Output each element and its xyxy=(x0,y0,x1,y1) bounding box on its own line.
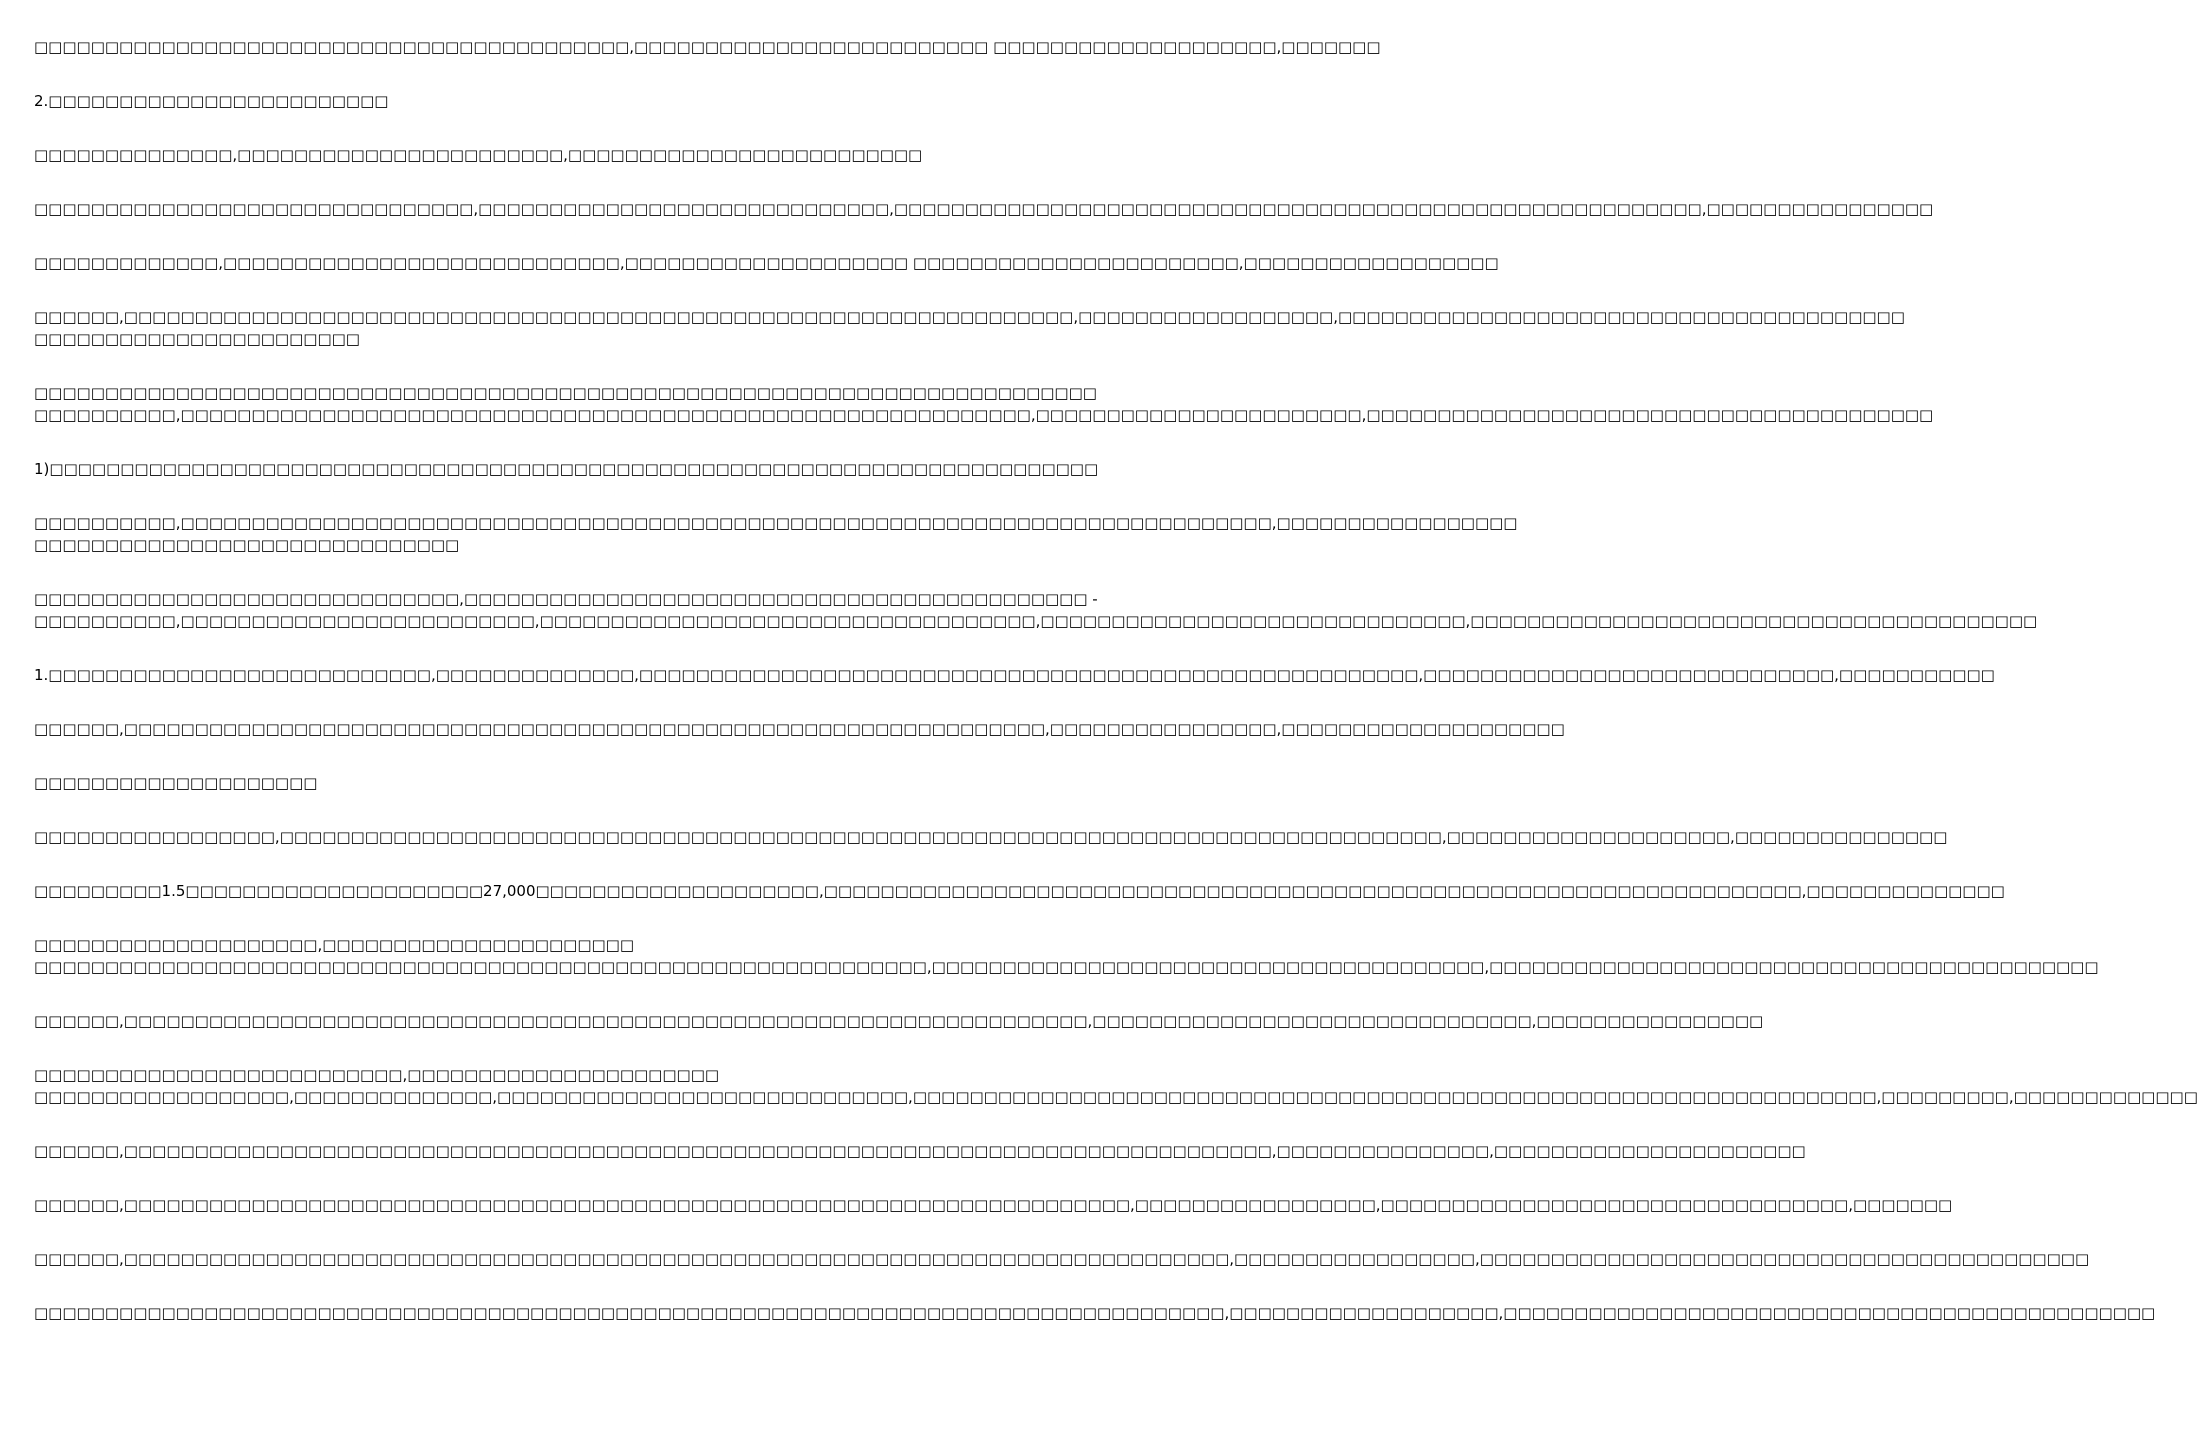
text-line: □□□□□□□□□□□□□□□□□□□□□□□ xyxy=(34,330,360,348)
text-line: □□□□□□□□□□□□□□□□□□□□ xyxy=(34,774,318,792)
paragraph xyxy=(34,1302,2156,1324)
text-line: □□□□□□□□□1.5□□□□□□□□□□□□□□□□□□□□□27,000□□□□□□□□□□□□□□□□□□□□,□□□□□□□□□□□□□□□□□□□□□□□□□□□□□□□□□□□□□□□□□□□□□□□□□□□□□□□□□□□□□□□□□□□□□,□□□□□□□□□□□□□□ xyxy=(34,882,2005,900)
text-line: □□□□□□□□□□□□□□□□□□□□□□□□□□□□□□ xyxy=(34,536,460,554)
paragraph xyxy=(34,1064,2198,1108)
text-line: □□□□□□□□□□□□□□□□□□□□□□□□□□□□□□□□□□□□□□□□□□□□□□□□□□□□□□□□□□□□□□□□□□□□□□□□□□□ xyxy=(34,384,1097,402)
text-line: □□□□□□□□□□□□□□□□□□□□□□□□□□□□□□□,□□□□□□□□□□□□□□□□□□□□□□□□□□□□□,□□□□□□□□□□□□□□□□□□□□□□□□□□□□□□□□□□□□□□□□□□□□□□□□□□□□□□□□□,□□□□□□□□□□□□□□□□ xyxy=(34,200,1934,218)
text-line: □□□□□□,□□□□□□□□□□□□□□□□□□□□□□□□□□□□□□□□□□□□□□□□□□□□□□□□□□□□□□□□□□□□□□□□□□□□□□□,□□□□□□□□□□□□□□□□□,□□□□□□□□□□□□□□□□□□□□□□□□□□□□□□□□□,□□□□□□□ xyxy=(34,1196,1953,1214)
text-line: □□□□□□□□□□,□□□□□□□□□□□□□□□□□□□□□□□□□,□□□□□□□□□□□□□□□□□□□□□□□□□□□□□□□□□□□,□□□□□□□□□□□□□□□□□□□□□□□□□□□□□□,□□□□□□□□□□□□□□□□□□□□□□□□□□□□□□□□□□□□□□□□ xyxy=(34,612,2038,630)
paragraph xyxy=(34,1194,1953,1216)
text-line: □□□□□□□□□□□□□□□□□□□□□□□□□□,□□□□□□□□□□□□□□□□□□□□□□ xyxy=(34,1066,720,1084)
text-line: □□□□□□□□□□□□□□,□□□□□□□□□□□□□□□□□□□□□□□,□□□□□□□□□□□□□□□□□□□□□□□□□ xyxy=(34,146,923,164)
text-line: □□□□□□,□□□□□□□□□□□□□□□□□□□□□□□□□□□□□□□□□□□□□□□□□□□□□□□□□□□□□□□□□□□□□□□□□,□□□□□□□□□□□□□□□□,□□□□□□□□□□□□□□□□□□□□ xyxy=(34,720,1565,738)
text-line: □□□□□□□□□□,□□□□□□□□□□□□□□□□□□□□□□□□□□□□□□□□□□□□□□□□□□□□□□□□□□□□□□□□□□□□,□□□□□□□□□□□□□□□□□□□□□□□,□□□□□□□□□□□□□□□□□□□□□□□□□□□□□□□□□□□□□□□□ xyxy=(34,406,1934,424)
text-line: □□□□□□□□□□,□□□□□□□□□□□□□□□□□□□□□□□□□□□□□□□□□□□□□□□□□□□□□□□□□□□□□□□□□□□□□□□□□□□□□□□□□□□□□,□□□□□□□□□□□□□□□□□ xyxy=(34,514,1518,532)
text-line: □□□□□□,□□□□□□□□□□□□□□□□□□□□□□□□□□□□□□□□□□□□□□□□□□□□□□□□□□□□□□□□□□□□□□□□□□□□□□□□□□□□□□,□□□□□□□□□□□□□□□□□,□□□□□□□□□□□□□□□□□□□□□□□□□□□□□□□□□□□□□□□□□□□ xyxy=(34,1250,2090,1268)
document-body xyxy=(34,36,2198,1324)
paragraph xyxy=(34,252,1499,274)
text-line: 1)□□□□□□□□□□□□□□□□□□□□□□□□□□□□□□□□□□□□□□□□□□□□□□□□□□□□□□□□□□□□□□□□□□□□□□□□□□ xyxy=(34,460,1099,478)
text-line: □□□□□□□□□□□□□□□□□□□□□□□□□□□□□□□□□□□□□□□□□□,□□□□□□□□□□□□□□□□□□□□□□□□□ □□□□□□□□□□□□□□□□□□□□,□□□□□□□ xyxy=(34,38,1381,56)
text-line: □□□□□□,□□□□□□□□□□□□□□□□□□□□□□□□□□□□□□□□□□□□□□□□□□□□□□□□□□□□□□□□□□□□□□□□□□□□,□□□□□□□□□□□□□□□□□□□□□□□□□□□□□□□,□□□□□□□□□□□□□□□□ xyxy=(34,1012,1764,1030)
paragraph xyxy=(34,382,1934,426)
text-line: 1.□□□□□□□□□□□□□□□□□□□□□□□□□□□,□□□□□□□□□□□□□□,□□□□□□□□□□□□□□□□□□□□□□□□□□□□□□□□□□□□□□□□□□□□□□□□□□□□□□□,□□□□□□□□□□□□□□□□□□□□□□□□□□□□□,□□□□□□□□□□□ xyxy=(34,666,1995,684)
text-line: □□□□□□□□□□□□□□□□□,□□□□□□□□□□□□□□□□□□□□□□□□□□□□□□□□□□□□□□□□□□□□□□□□□□□□□□□□□□□□□□□□□□□□□□□□□□□□□□□□□□,□□□□□□□□□□□□□□□□□□□□,□□□□□□□□□□□□□□□ xyxy=(34,828,1948,846)
text-line: □□□□□□□□□□□□□□□□□□□□□□□□□□□□□□,□□□□□□□□□□□□□□□□□□□□□□□□□□□□□□□□□□□□□□□□□□□□ - xyxy=(34,590,1098,608)
paragraph xyxy=(34,306,1905,350)
paragraph xyxy=(34,772,990,794)
paragraph xyxy=(34,458,1099,480)
paragraph xyxy=(34,718,1565,740)
text-line: □□□□□□,□□□□□□□□□□□□□□□□□□□□□□□□□□□□□□□□□□□□□□□□□□□□□□□□□□□□□□□□□□□□□□□□□□□,□□□□□□□□□□□□□□□□□□,□□□□□□□□□□□□□□□□□□□□□□□□□□□□□□□□□□□□□□□□ xyxy=(34,308,1905,326)
paragraph xyxy=(34,880,2005,902)
paragraph xyxy=(34,512,1518,556)
text-line: □□□□□□□□□□□□□□□□□□□□□□□□□□□□□□□□□□□□□□□□□□□□□□□□□□□□□□□□□□□□□□□,□□□□□□□□□□□□□□□□□□□□□□□□□□□□□□□□□□□□□□□,□□□□□□□□□□□□□□□□□□□□□□□□□□□□□□□□□□□□□□□□□□□ xyxy=(34,958,2099,976)
paragraph xyxy=(34,1248,2090,1270)
paragraph xyxy=(34,588,2038,632)
text-line: □□□□□□,□□□□□□□□□□□□□□□□□□□□□□□□□□□□□□□□□□□□□□□□□□□□□□□□□□□□□□□□□□□□□□□□□□□□□□□□□□□□□□□□□,□□□□□□□□□□□□□□□,□□□□□□□□□□□□□□□□□□□□□□ xyxy=(34,1142,1806,1160)
paragraph xyxy=(34,1010,1764,1032)
paragraph xyxy=(34,198,1934,220)
paragraph xyxy=(34,36,1381,58)
paragraph xyxy=(34,90,990,112)
text-line: □□□□□□□□□□□□□,□□□□□□□□□□□□□□□□□□□□□□□□□□□□,□□□□□□□□□□□□□□□□□□□□ □□□□□□□□□□□□□□□□□□□□□□□,□□□□□□□□□□□□□□□□□□ xyxy=(34,254,1499,272)
paragraph xyxy=(34,664,1995,686)
text-line: □□□□□□□□□□□□□□□□□□□□□□□□□□□□□□□□□□□□□□□□□□□□□□□□□□□□□□□□□□□□□□□□□□□□□□□□□□□□□□□□□□□□,□□□□□□□□□□□□□□□□□□□,□□□□□□□□□□□□□□□□□□□□□□□□□□□□□□□□□□□□□□□□□□□□□□ xyxy=(34,1304,2156,1322)
text-line: □□□□□□□□□□□□□□□□□□,□□□□□□□□□□□□□□,□□□□□□□□□□□□□□□□□□□□□□□□□□□□□,□□□□□□□□□□□□□□□□□□□□□□□□□□□□□□□□□□□□□□□□□□□□□□□□□□□□□□□□□□□□□□□□□□□□,□□□□□□□□□,□□□□□□□□□□□□□ xyxy=(34,1088,2198,1106)
text-line: □□□□□□□□□□□□□□□□□□□□,□□□□□□□□□□□□□□□□□□□□□□ xyxy=(34,936,635,954)
paragraph xyxy=(34,826,1948,848)
paragraph xyxy=(34,1140,1806,1162)
paragraph xyxy=(34,934,2099,978)
text-line: 2.□□□□□□□□□□□□□□□□□□□□□□□□ xyxy=(34,92,389,110)
paragraph xyxy=(34,144,990,166)
